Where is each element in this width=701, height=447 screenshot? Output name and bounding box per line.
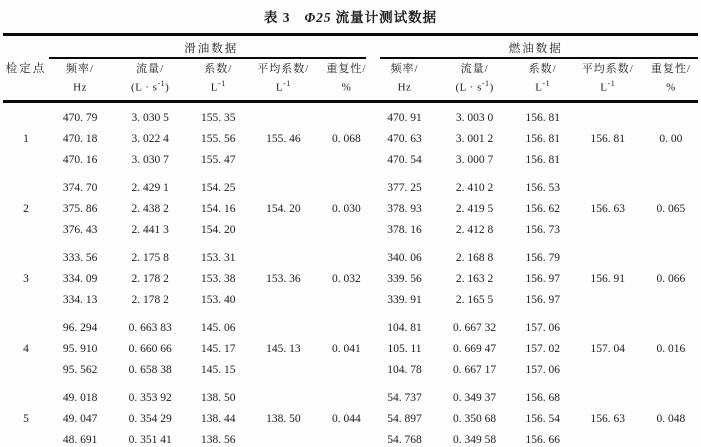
lube-coefficient-cell: 153. 38	[201, 273, 236, 286]
lube-flow-cell: 2. 441 3	[131, 224, 169, 237]
group-spacer-cell	[3, 381, 698, 388]
lube-frequency-cell: 48. 691	[62, 434, 98, 447]
group-spacer	[3, 311, 698, 318]
lube-coefficient-cell: 145. 06	[201, 322, 236, 335]
table-title-text: 流量计测试数据	[335, 10, 438, 25]
fuel-coefficient-cell: 156. 81	[525, 112, 560, 125]
lube-flow-cell: 2. 175 8	[131, 252, 169, 265]
lube-repeatability-cell: 0. 044	[332, 413, 361, 426]
lube-oil-group-header: 滑油数据	[49, 35, 373, 60]
fuel-col-header-coefficient: 系数/ $L^{-1}$	[514, 59, 572, 101]
lube-frequency-cell: 374. 70	[62, 182, 98, 195]
checkpoint-cell: 5	[23, 413, 29, 426]
lube-flow-cell: 0. 660 66	[128, 343, 172, 356]
data-row	[3, 318, 698, 339]
fuel-frequency-cell: 378. 16	[387, 224, 422, 237]
lube-coefficient-cell: 138. 50	[201, 392, 236, 405]
fuel-frequency-cell: 339. 56	[387, 273, 422, 286]
fuel-frequency-cell: 340. 06	[387, 252, 422, 265]
fuel-flow-cell: 2. 412 8	[455, 224, 494, 237]
lube-coefficient-cell: 155. 47	[201, 154, 236, 167]
data-row	[3, 178, 698, 199]
fuel-flow-cell: 3. 001 2	[455, 133, 494, 146]
fuel-frequency-cell: 339. 91	[387, 294, 422, 307]
fuel-frequency-cell: 378. 93	[387, 203, 422, 216]
group-spacer-cell	[3, 171, 698, 178]
fuel-frequency-cell: 54. 897	[387, 413, 422, 426]
lube-flow-cell: 2. 429 1	[131, 182, 169, 195]
lube-frequency-cell: 95. 910	[62, 343, 98, 356]
fuel-repeatability-cell: 0. 00	[659, 133, 683, 146]
fuel-coefficient-cell: 156. 79	[525, 252, 560, 265]
fuel-col-header-avg-coefficient: 平均系数/ $L^{-1}$	[572, 59, 644, 101]
data-row	[3, 248, 698, 269]
fuel-flow-cell: 0. 667 17	[453, 364, 497, 377]
lube-repeatability-cell: 0. 030	[332, 203, 361, 216]
fuel-coefficient-cell: 157. 06	[525, 364, 560, 377]
fuel-col-header-repeatability: 重复性/ %	[644, 59, 698, 101]
lube-col-header-coefficient: 系数/ $L^{-1}$	[189, 59, 247, 101]
fuel-flow-cell: 0. 667 32	[453, 322, 497, 335]
fuel-flow-cell: 0. 349 58	[453, 434, 497, 447]
lube-frequency-cell: 334. 13	[62, 294, 98, 307]
lube-flow-cell: 0. 353 92	[128, 392, 172, 405]
lube-coefficient-cell: 154. 20	[201, 224, 236, 237]
lube-flow-cell: 0. 351 41	[128, 434, 172, 447]
fuel-frequency-cell: 470. 91	[387, 112, 422, 125]
flowmeter-test-data-table	[3, 33, 698, 447]
lube-flow-cell: 0. 663 83	[128, 322, 172, 335]
fuel-coefficient-cell: 157. 02	[525, 343, 560, 356]
lube-coefficient-cell: 145. 17	[201, 343, 236, 356]
fuel-flow-cell: 2. 163 2	[455, 273, 494, 286]
fuel-oil-group-header: 燃油数据	[373, 35, 698, 60]
table-number: 表 3	[263, 10, 291, 25]
lube-coefficient-cell: 153. 31	[201, 252, 236, 265]
lube-frequency-cell: 95. 562	[62, 364, 98, 377]
lube-frequency-cell: 470. 16	[62, 154, 98, 167]
lube-avg-coefficient-cell: 145. 13	[266, 343, 301, 356]
corner-header-checkpoint: 检定点	[3, 35, 49, 102]
fuel-flow-cell: 2. 419 5	[455, 203, 494, 216]
fuel-repeatability-cell: 0. 016	[656, 343, 686, 356]
lube-frequency-cell: 376. 43	[62, 224, 98, 237]
fuel-repeatability-cell: 0. 048	[656, 413, 686, 426]
lube-flow-cell: 2. 438 2	[131, 203, 169, 216]
fuel-flow-cell: 2. 168 8	[455, 252, 494, 265]
fuel-avg-coefficient-cell: 156. 91	[590, 273, 625, 286]
lube-coefficient-cell: 153. 40	[201, 294, 236, 307]
lube-flow-cell: 0. 658 38	[128, 364, 172, 377]
lube-frequency-cell: 96. 294	[62, 322, 98, 335]
lube-flow-cell: 2. 178 2	[131, 294, 169, 307]
lube-frequency-cell: 334. 09	[62, 273, 98, 286]
table-title	[0, 6, 701, 26]
group-spacer	[3, 381, 698, 388]
lube-coefficient-cell: 155. 35	[201, 112, 236, 125]
group-header-row	[3, 35, 698, 60]
fuel-coefficient-cell: 156. 73	[525, 224, 560, 237]
fuel-flow-cell: 2. 165 5	[455, 294, 494, 307]
fuel-flow-cell: 0. 349 37	[453, 392, 497, 405]
lube-coefficient-cell: 154. 16	[201, 203, 236, 216]
lube-repeatability-cell: 0. 068	[332, 133, 361, 146]
lube-avg-coefficient-cell: 154. 20	[266, 203, 301, 216]
fuel-coefficient-cell: 156. 62	[525, 203, 560, 216]
lube-flow-cell: 3. 030 5	[131, 112, 169, 125]
fuel-coefficient-cell: 156. 66	[525, 434, 560, 447]
checkpoint-cell: 4	[23, 343, 29, 356]
lube-frequency-cell: 470. 18	[62, 133, 98, 146]
data-row	[3, 108, 698, 129]
checkpoint-cell: 3	[23, 273, 29, 286]
lube-coefficient-cell: 145. 15	[201, 364, 236, 377]
fuel-avg-coefficient-cell: 156. 63	[590, 413, 625, 426]
fuel-frequency-cell: 377. 25	[387, 182, 422, 195]
fuel-frequency-cell: 54. 768	[387, 434, 422, 447]
fuel-repeatability-cell: 0. 066	[656, 273, 686, 286]
lube-flow-cell: 0. 354 29	[128, 413, 172, 426]
lube-frequency-cell: 375. 86	[62, 203, 98, 216]
lube-coefficient-cell: 155. 56	[201, 133, 236, 146]
fuel-coefficient-cell: 156. 81	[525, 154, 560, 167]
fuel-frequency-cell: 470. 54	[387, 154, 422, 167]
fuel-coefficient-cell: 156. 97	[525, 294, 560, 307]
fuel-avg-coefficient-cell: 156. 63	[590, 203, 625, 216]
fuel-flow-cell: 0. 350 68	[453, 413, 497, 426]
fuel-coefficient-cell: 156. 68	[525, 392, 560, 405]
lube-flow-cell: 3. 030 7	[131, 154, 169, 167]
fuel-avg-coefficient-cell: 157. 04	[590, 343, 625, 356]
fuel-flow-cell: 0. 669 47	[453, 343, 497, 356]
fuel-frequency-cell: 105. 11	[387, 343, 422, 356]
table-title-phi: Φ25	[304, 10, 332, 25]
lube-col-header-flow: 流量/ $(L \cdot s^{-1})$	[111, 59, 189, 101]
lube-avg-coefficient-cell: 155. 46	[266, 133, 301, 146]
fuel-frequency-cell: 104. 81	[387, 322, 422, 335]
lube-frequency-cell: 49. 047	[62, 413, 98, 426]
data-row	[3, 388, 698, 409]
fuel-flow-cell: 3. 000 7	[455, 154, 494, 167]
lube-col-header-avg-coefficient: 平均系数/ $L^{-1}$	[247, 59, 319, 101]
group-spacer	[3, 241, 698, 248]
fuel-flow-cell: 3. 003 0	[455, 112, 494, 125]
fuel-coefficient-cell: 156. 53	[525, 182, 560, 195]
checkpoint-cell: 1	[23, 133, 29, 146]
lube-coefficient-cell: 138. 44	[201, 413, 236, 426]
lube-frequency-cell: 333. 56	[62, 252, 98, 265]
fuel-col-header-flow: 流量/ $(L \cdot s^{-1})$	[436, 59, 514, 101]
checkpoint-cell: 2	[23, 203, 29, 216]
fuel-frequency-cell: 104. 78	[387, 364, 422, 377]
lube-frequency-cell: 49. 018	[62, 392, 98, 405]
fuel-flow-cell: 2. 410 2	[455, 182, 494, 195]
fuel-coefficient-cell: 156. 97	[525, 273, 560, 286]
lube-col-header-repeatability: 重复性/ %	[319, 59, 373, 101]
fuel-coefficient-cell: 156. 81	[525, 133, 560, 146]
fuel-repeatability-cell: 0. 065	[656, 203, 686, 216]
lube-avg-coefficient-cell: 138. 50	[266, 413, 301, 426]
fuel-avg-coefficient-cell: 156. 81	[590, 133, 625, 146]
lube-flow-cell: 3. 022 4	[131, 133, 169, 146]
lube-avg-coefficient-cell: 153. 36	[266, 273, 301, 286]
lube-flow-cell: 2. 178 2	[131, 273, 169, 286]
fuel-frequency-cell: 470. 63	[387, 133, 422, 146]
lube-coefficient-cell: 138. 56	[201, 434, 236, 447]
group-spacer	[3, 171, 698, 178]
lube-repeatability-cell: 0. 041	[332, 343, 361, 356]
lube-frequency-cell: 470. 79	[62, 112, 98, 125]
column-header-row	[3, 59, 698, 101]
fuel-frequency-cell: 54. 737	[387, 392, 422, 405]
group-spacer-cell	[3, 311, 698, 318]
fuel-coefficient-cell: 157. 06	[525, 322, 560, 335]
fuel-coefficient-cell: 156. 54	[525, 413, 560, 426]
fuel-col-header-frequency: 频率/ Hz	[373, 59, 435, 101]
group-spacer-cell	[3, 241, 698, 248]
lube-coefficient-cell: 154. 25	[201, 182, 236, 195]
lube-col-header-frequency: 频率/ Hz	[49, 59, 111, 101]
lube-repeatability-cell: 0. 032	[332, 273, 361, 286]
